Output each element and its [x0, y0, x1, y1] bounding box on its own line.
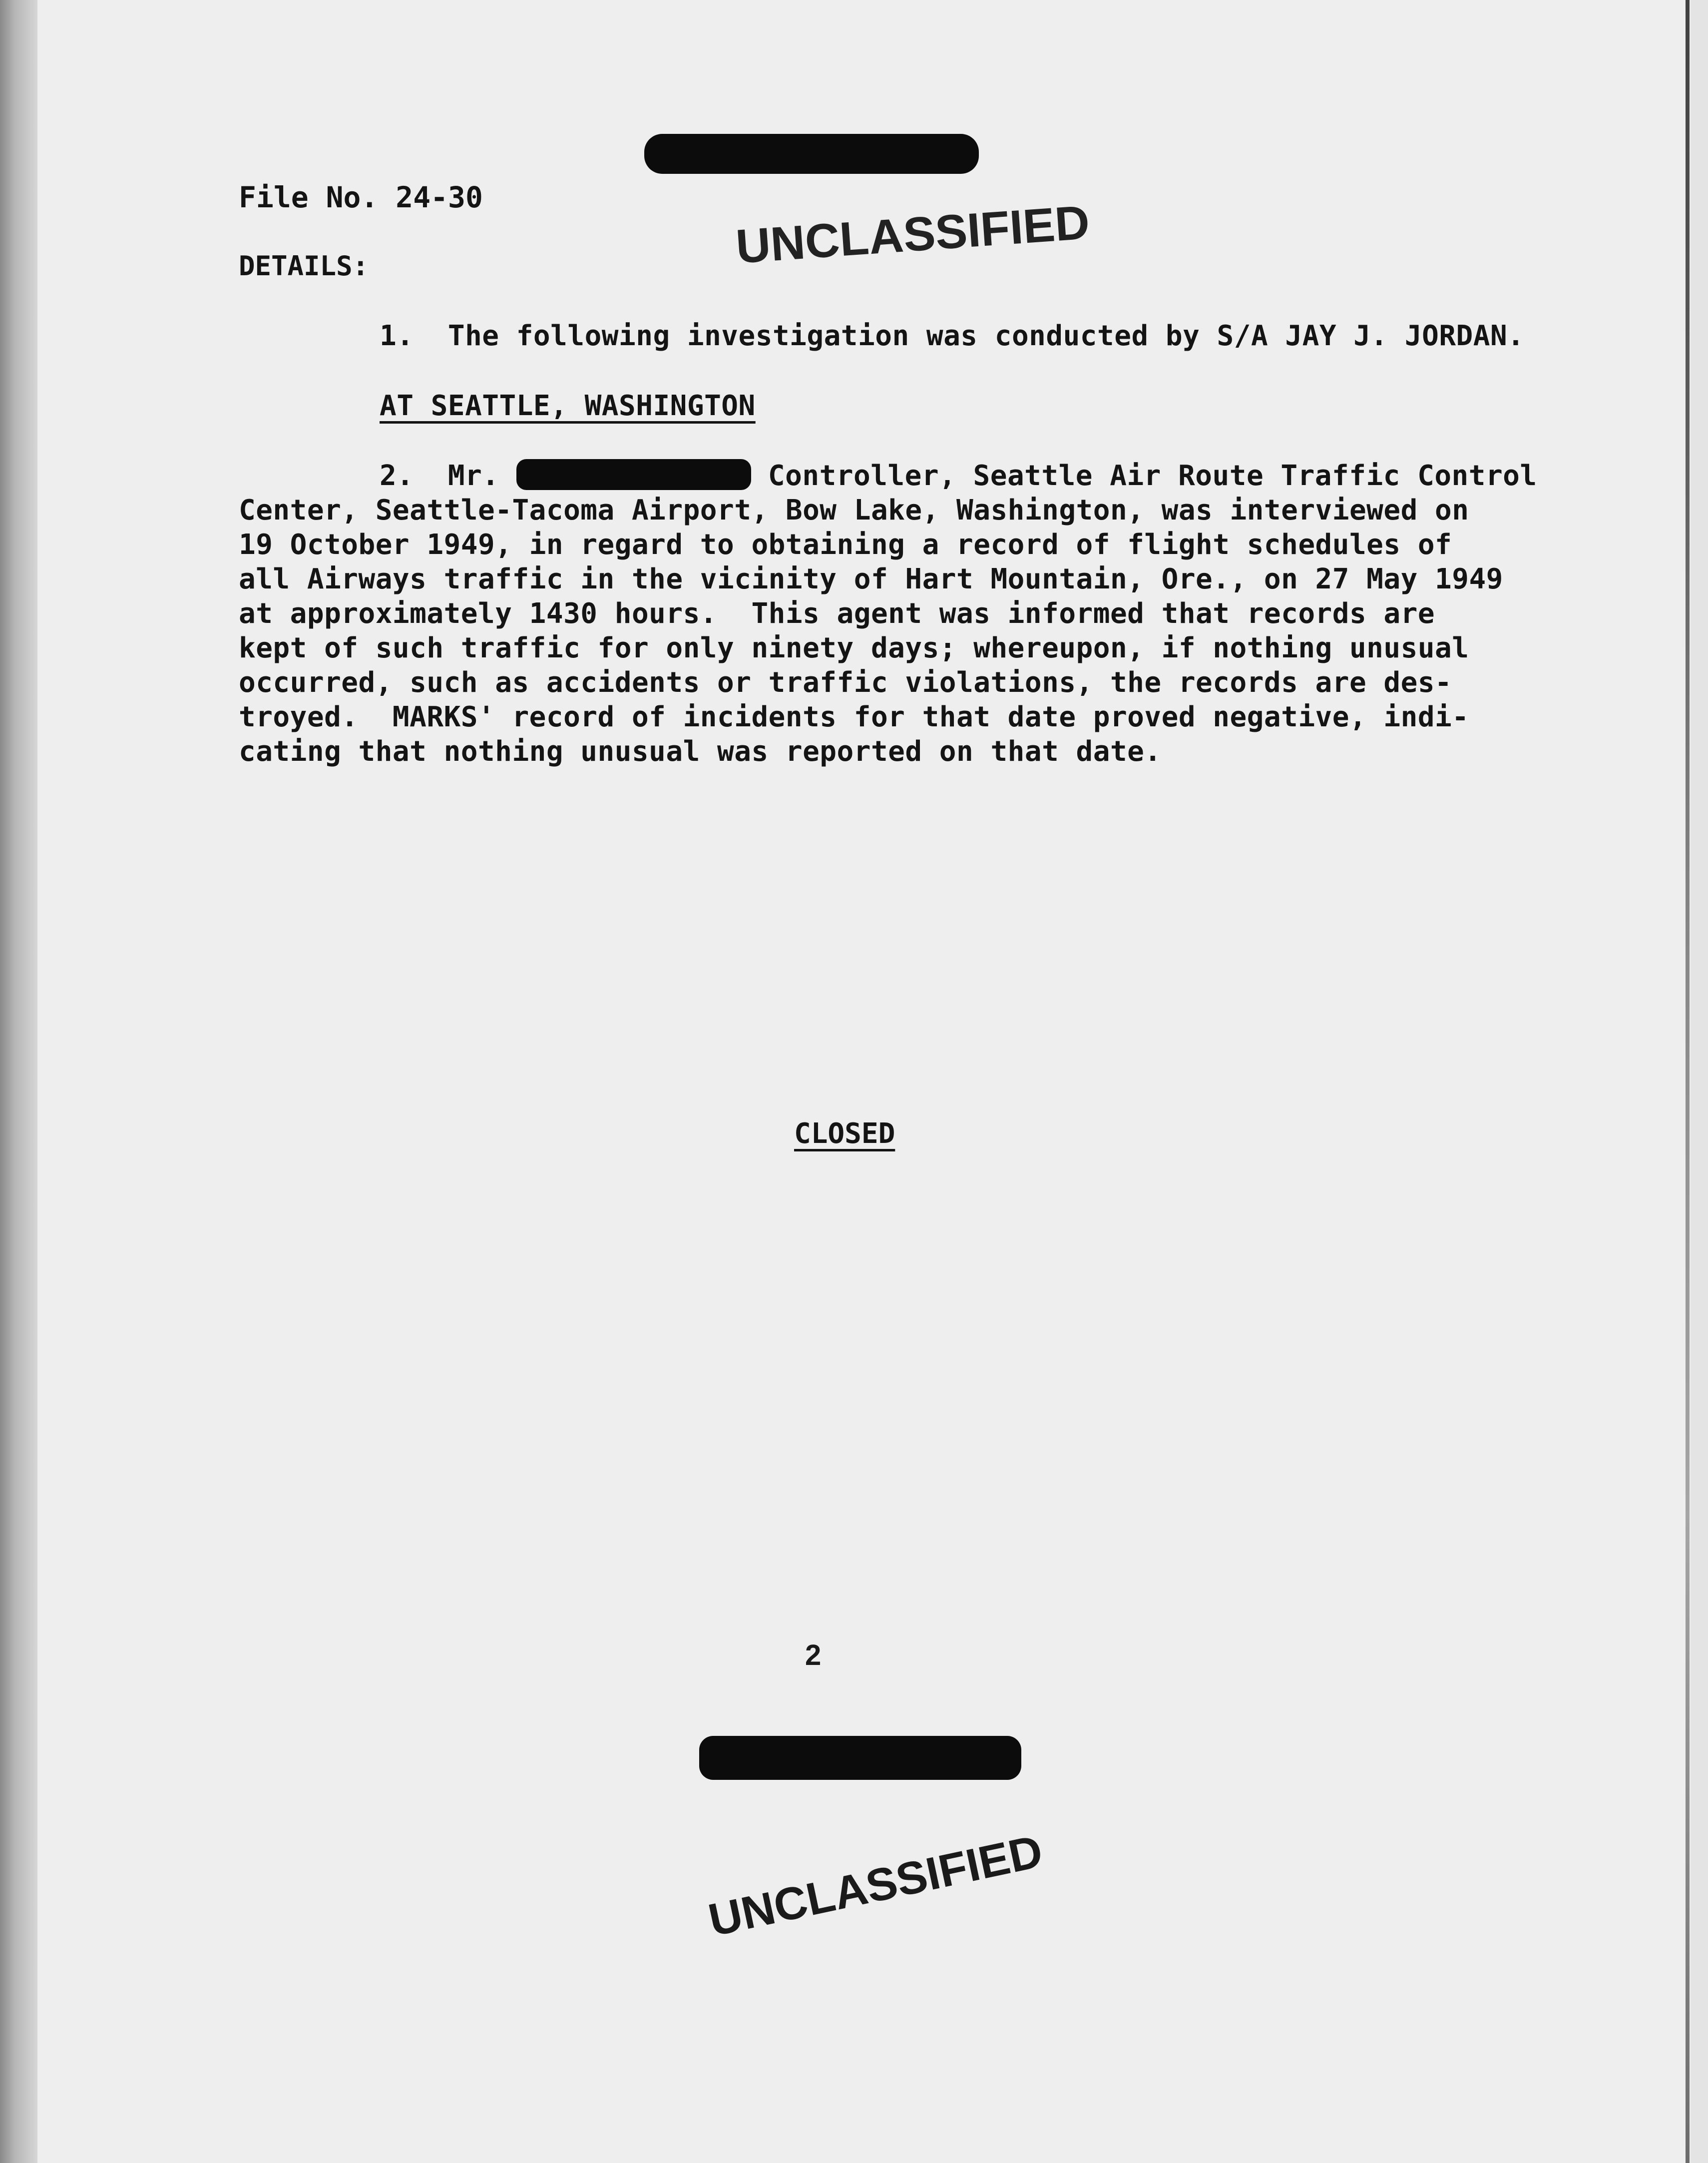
scan-left-shadow	[0, 0, 37, 2163]
location-heading: AT SEATTLE, WASHINGTON	[380, 390, 756, 422]
file-number: File No. 24-30	[239, 180, 483, 214]
unclassified-stamp-bottom: UNCLASSIFIED	[704, 1825, 1047, 1946]
paragraph-1: 1. The following investigation was conducted by S/A JAY J. JORDAN.	[380, 320, 1525, 352]
paragraph-2-lead: 2. Mr.	[380, 460, 516, 492]
paragraph-2-line-1	[380, 459, 1537, 493]
closed-status: CLOSED	[794, 1117, 895, 1150]
paragraph-2-line-3: 19 October 1949, in regard to obtaining a record of flight schedules of	[239, 529, 1452, 561]
paragraph-2-line-4: all Airways traffic in the vicinity of Hart Mountain, Ore., on 27 May 1949	[239, 563, 1503, 595]
paragraph-2-line-2: Center, Seattle-Tacoma Airport, Bow Lake, Washington, was interviewed on	[239, 494, 1469, 527]
unclassified-stamp-top: UNCLASSIFIED	[734, 195, 1092, 274]
scan-right-edge	[1686, 0, 1690, 2163]
paragraph-2-line-6: kept of such traffic for only ninety days; whereupon, if nothing unusual	[239, 632, 1469, 664]
paragraph-2-line-1-rest: Controller, Seattle Air Route Traffic Control	[751, 460, 1537, 492]
redaction-bar-top	[644, 134, 979, 174]
paragraph-2-line-9: cating that nothing unusual was reported on that date.	[239, 735, 1162, 768]
paragraph-2-line-7: occurred, such as accidents or traffic violations, the records are des-	[239, 666, 1452, 699]
redaction-bar-bottom	[699, 1736, 1021, 1780]
page-number: 2	[805, 1639, 822, 1671]
redacted-name	[516, 459, 751, 490]
details-label: DETAILS:	[239, 250, 369, 282]
paragraph-2-line-5: at approximately 1430 hours. This agent was informed that records are	[239, 597, 1435, 630]
paragraph-2-line-8: troyed. MARKS' record of incidents for that date proved negative, indi-	[239, 701, 1469, 733]
